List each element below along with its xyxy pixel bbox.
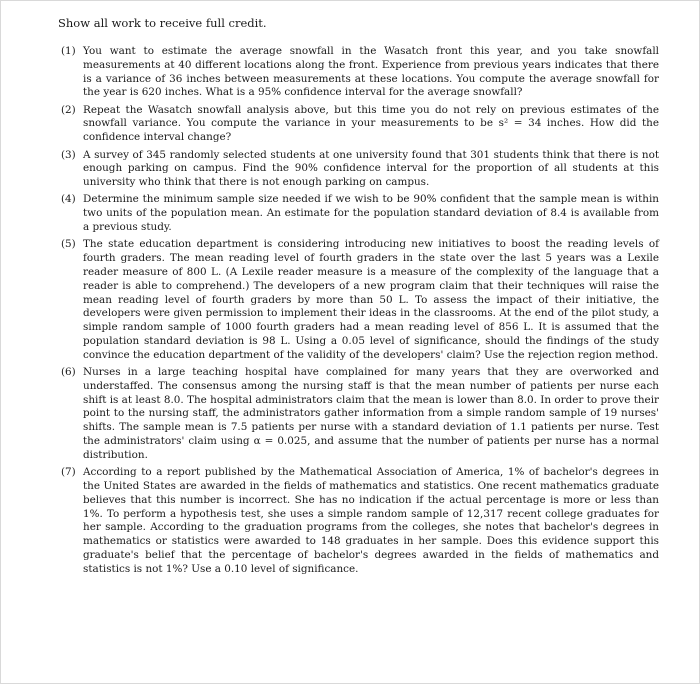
instruction-text: Show all work to receive full credit. xyxy=(58,16,267,30)
problem-item xyxy=(61,366,659,463)
problem-item xyxy=(61,45,659,100)
problem-text: Nurses in a large teaching hospital have complained for many years that they are overworked and understaffed. The consensus among the nursing staff is that the mean number of patients per nurse each shift is at least 8.0. The hospital administrators claim that the mean is lower than 8.0. In order to prove their point to the nursing staff, the administrators gather information from a simple random sample of 19 nurses' shifts. The sample mean is 7.5 patients per nurse with a standard deviation of 1.1 patients per nurse. Test the administrators' claim using α = 0.025, and assume that the number of patients per nurse has a normal distribution. xyxy=(83,366,659,461)
problem-item xyxy=(61,238,659,362)
problem-text: The state education department is considering introducing new initiatives to boost the reading levels of fourth graders. The mean reading level of fourth graders in the state over the last 5 years was a Lexile reader measure of 800 L. (A Lexile reader measure is a measure of the complexity of the language that a reader is able to comprehend.) The developers of a new program claim that their techniques will raise the mean reading level of fourth graders by more than 50 L. To assess the impact of their initiative, the developers were given permission to implement their ideas in the classrooms. At the end of the pilot study, a simple random sample of 1000 fourth graders had a mean reading level of 856 L. It is assumed that the population standard deviation is 98 L. Using a 0.05 level of significance, should the findings of the study convince the education department of the validity of the developers' claim? Use the rejection region method. xyxy=(83,238,659,361)
problem-text: Determine the minimum sample size needed if we wish to be 90% confident that the sample mean is within two units of the population mean. An estimate for the population standard deviation of 8.4 is available from a previous study. xyxy=(83,193,659,234)
problem-number: (1) xyxy=(61,45,76,57)
problem-list xyxy=(61,45,659,580)
problem-number: (7) xyxy=(61,466,76,479)
problem-text: According to a report published by the Mathematical Association of America, 1% of bachelor's degrees in the United States are awarded in the fields of mathematics and statistics. One recent mathematics graduate believes that this number is incorrect. She has no indication if the actual percentage is more or less than 1%. To perform a hypothesis test, she uses a simple random sample of 12,317 recent college graduates for her sample. According to the graduation programs from the colleges, she notes that bachelor's degrees in mathematics or statistics were awarded to 148 graduates in her sample. Does this evidence support this graduate's belief that the percentage of bachelor's degrees awarded in the fields of mathematics and statistics is not 1%? Use a 0.10 level of significance. xyxy=(83,466,659,575)
problem-number: (5) xyxy=(61,238,76,251)
problem-item xyxy=(61,104,659,145)
problem-text: A survey of 345 randomly selected students at one university found that 301 students think that there is not enough parking on campus. Find the 90% confidence interval for the proportion of all students at this university who think that there is not enough parking on campus. xyxy=(83,148,659,189)
problem-item xyxy=(61,193,659,234)
problem-number: (6) xyxy=(61,366,76,379)
problem-number: (4) xyxy=(61,193,76,206)
problem-number: (2) xyxy=(61,103,76,116)
problem-text: Repeat the Wasatch snowfall analysis above, but this time you do not rely on previous estimates of the snowfall variance. You compute the variance in your measurements to be s² = 34 inches. How did the confidence interval change? xyxy=(83,103,659,144)
problem-item xyxy=(61,149,659,190)
problem-item xyxy=(61,466,659,576)
problem-text: You want to estimate the average snowfall in the Wasatch front this year, and you take snowfall measurements at 40 different locations along the front. Experience from previous years indicates that there is a variance of 36 inches between measurements at these locations. You compute the average snowfall for the year is 620 inches. What is a 95% confidence interval for the average snowfall? xyxy=(83,45,659,99)
problem-number: (3) xyxy=(61,148,76,161)
